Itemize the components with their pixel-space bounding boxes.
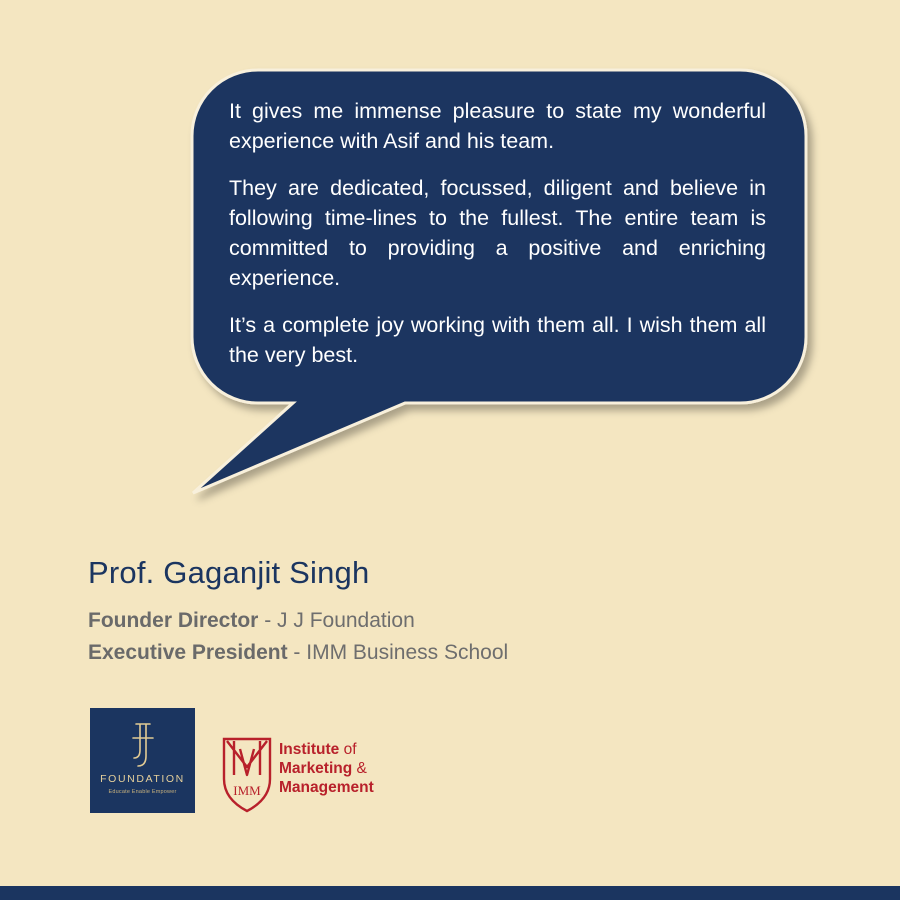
imm-shield-icon	[218, 735, 276, 815]
imm-line3-bold: Management	[279, 779, 374, 796]
testimonial-paragraph: It gives me immense pleasure to state my wonderful experience with Asif and his team.	[229, 99, 766, 153]
testimonial-text	[229, 96, 766, 387]
role-org: - IMM Business School	[287, 641, 509, 664]
role-org: - J J Foundation	[258, 609, 415, 632]
imm-line1-bold: Institute	[279, 741, 340, 758]
imm-line2-bold: Marketing	[279, 760, 353, 777]
jj-foundation-logo	[90, 708, 195, 813]
jj-monogram-icon	[130, 720, 156, 770]
imm-line2-light: &	[352, 760, 367, 777]
testimonial-paragraph: It’s a complete joy working with them all. I wish them all the very best.	[229, 313, 766, 367]
imm-logo	[218, 735, 408, 815]
jj-foundation-tagline: Educate Enable Empower	[108, 789, 177, 795]
author-role	[88, 641, 508, 665]
imm-line1-light: of	[339, 741, 357, 758]
imm-emblem-text: IMM	[233, 783, 261, 798]
author-role	[88, 609, 415, 633]
imm-name	[279, 740, 374, 797]
jj-foundation-name: FOUNDATION	[100, 773, 185, 785]
role-title: Executive President	[88, 641, 288, 664]
testimonial-paragraph: They are dedicated, focussed, diligent and believe in following time-lines to the fullest. The entire team is committed to providing a positive and enriching experience.	[229, 176, 766, 290]
author-name: Prof. Gaganjit Singh	[88, 555, 370, 590]
footer-bar	[0, 886, 900, 900]
role-title: Founder Director	[88, 609, 259, 632]
